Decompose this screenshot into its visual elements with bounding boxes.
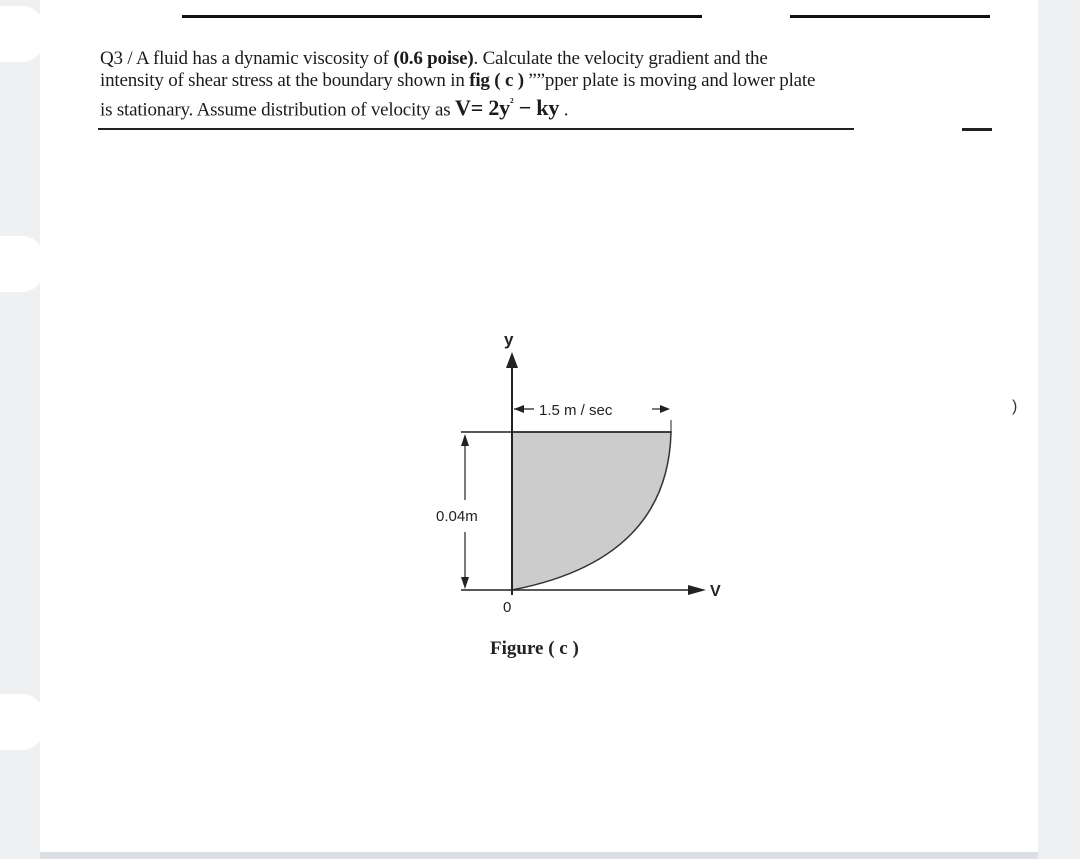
velocity-formula: $V= 2y^{^2}$ − ky [455, 95, 560, 121]
velocity-profile-area [512, 432, 671, 590]
height-dim-arrow-top [461, 434, 469, 446]
y-axis-arrowhead [506, 352, 518, 368]
origin-label: 0 [503, 599, 512, 616]
v-axis-label: V [710, 583, 721, 600]
figure-caption: Figure ( c ) [490, 638, 579, 659]
y-axis-label: y [504, 330, 514, 349]
problem-line-2: intensity of shear stress at the boundary shown in fig ( c ) ””pper plate is moving and lower plate [100, 70, 816, 91]
v-axis-arrowhead [688, 585, 706, 595]
problem-line-1: Q3 / A fluid has a dynamic viscosity of (0.6 poise). Calculate the velocity gradient and the [100, 48, 768, 69]
velocity-dim-left-arrowhead [514, 405, 524, 413]
height-label: 0.04m [436, 508, 478, 525]
velocity-dim-right-arrowhead [660, 405, 670, 413]
height-dim-arrow-bottom [461, 577, 469, 589]
problem-line-3: is stationary. Assume distribution of velocity as $V= 2y^{^2}$ − ky . [100, 95, 569, 121]
velocity-label: 1.5 m / sec [539, 402, 613, 419]
stray-mark: ) [1012, 398, 1018, 415]
